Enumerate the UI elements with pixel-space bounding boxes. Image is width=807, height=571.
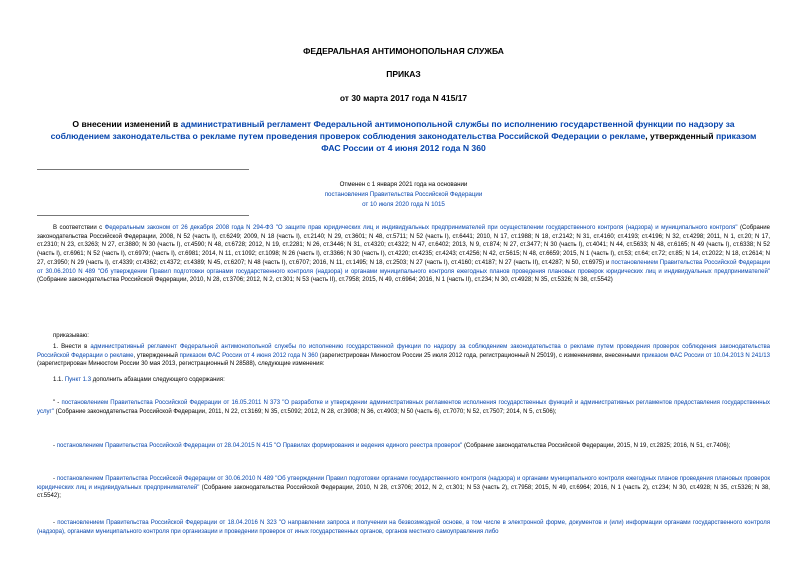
clause-1-3-link[interactable]: Пункт 1.3: [64, 377, 92, 383]
order-360-link[interactable]: приказом ФАС России от 4 июня 2012 года N 360: [179, 352, 319, 359]
federal-law-294-link[interactable]: Федеральным законом от 26 декабря 2008 года N 294-ФЗ "О защите прав юридических лиц и индивидуальных предпринимателей при осуществлении государственного контроля (надзора) и муниципального контроля": [104, 225, 738, 231]
paragraph-decree-323: [37, 519, 770, 536]
p3-text-c: (зарегистрирован Минюстом России 25 июля 2012 года, регистрационный N 25019), с изменениями, внесенными: [318, 352, 642, 359]
order-heading: ПРИКАЗ: [386, 69, 421, 79]
title-mid: , утвержденный: [645, 131, 716, 141]
decree-415-link[interactable]: постановлением Правительства Российской Федерации от 28.04.2015 N 415 "О Правилах формирования и ведения единого реестра проверок": [56, 443, 463, 449]
paragraph-order-word: приказываю:: [53, 333, 89, 339]
cancellation-decree-link[interactable]: постановления Правительства Российской Федерации: [324, 191, 483, 198]
decree-373-link[interactable]: постановлением Правительства Российской Федерации от 16.05.2011 N 373 "О разработке и утверждении административных регламентов исполнения государственных функций и административных регламентов предоставления государственных услуг": [37, 400, 770, 415]
p5-text-a: " -: [53, 400, 62, 406]
divider-top: [37, 169, 249, 170]
p1-text-c: (Собрание законодательства Российской Федерации, 2010, N 28, ст.3706; 2012, N 2, ст.301; N 53 (часть II), ст.7958; 2015, N 49, ст.6964; 2016, N 1 (часть II), ст.234; N 30, ст.4928; N 35, ст.5326; N 38, ст.5542): [37, 277, 613, 284]
p8-text-a: -: [53, 520, 58, 526]
decree-489-second-link[interactable]: постановлением Правительства Российской Федерации от 30.06.2010 N 489 "Об утверждении Правил подготовки органами государственного контроля (надзора) и органами муниципального контроля ежегодных планов проведения плановых проверок юридических лиц и индивидуальных предпринимателей": [37, 476, 770, 491]
title-regulation-link[interactable]: административный регламент Федеральной антимонопольной службы по исполнению государственной функции по надзору за соблюдением законодательства о рекламе путем проведения проверок соблюдения законодательства Российской Федерации о рекламе: [50, 119, 735, 141]
cancellation-date-link[interactable]: от 10 июля 2020 года N 1015: [362, 201, 445, 208]
p1-text-b: (Собрание законодательства Российской Федерации, 2008, N 52 (часть I), ст.6249; 2009, N 18 (часть I), ст.2140; N 29, ст.3601; N 48, ст.5711; N 52 (часть I), ст.6441; 2010, N 17, ст.1988; N 18, ст.2142; N 31, ст.4160; ст.4193; ст.4196; N 32, ст.4298; 2011, N 1, ст.20; N 17, ст.2310; N 23, ст.3263; N 27, ст.3880; N 30 (часть I), ст.4590; N 48, ст.6728; 2012, N 19, ст.2281; N 26, ст.3446; N 31, ст.4320; ст.4322; N 47, ст.6402; 2013, N 9, ст.874; N 27, ст.3477; N 30 (часть I), ст.4041; N 44, ст.5633; N 48, ст.6165; N 49 (часть I), ст.6338; N 52 (часть I), ст.6961; N 52 (часть I), ст.6979; (часть I), ст.6981; 2014, N 11, ст.1092; ст.1098; N 26 (часть I), ст.3366; N 30 (часть I), ст.4220; ст.4235; ст.4243; ст.4256; N 42, ст.5615; N 48, ст.6659; 2015, N 1 (часть I), ст.53; ст.64; ст.72; ст.85; N 14, ст.2022; N 18, ст.2614; N 27, ст.3950; N 29 (часть I), ст.4339; ст.4362; ст.4372; ст.4389; N 45, ст.6207; N 48 (часть I), ст.6707; 2016, N 11, ст.1495; N 18, ст.2503; N 27 (часть I), ст.4160; ст.4187; N 27 (часть II), ст.4287; N 50, ст.6975) и: [37, 225, 770, 266]
divider-bottom: [37, 215, 249, 216]
p7-text-a: -: [53, 476, 57, 482]
p3-text-a: 1. Внести в: [53, 344, 91, 350]
decree-323-link[interactable]: постановлением Правительства Российской Федерации от 18.04.2016 N 323 "О направлении запроса и получении на безвозмездной основе, в том числе в электронной форме, документов и (или) информации органами государственного контроля (надзора), органами муниципального контроля при организации и проведении проверок от иных государственных органов, органов местного самоуправления либо: [37, 520, 770, 535]
p4-text-b: дополнить абзацами следующего содержания:: [91, 377, 225, 383]
order-date: от 30 марта 2017 года N 415/17: [339, 93, 468, 103]
p6-text-b: (Собрание законодательства Российской Федерации, 2015, N 19, ст.2825; 2016, N 51, ст.7406);: [462, 443, 731, 449]
cancellation-line-1: Отменен с 1 января 2021 года на основании: [339, 181, 468, 188]
p4-text-a: 1.1.: [53, 377, 65, 383]
p1-text-a: В соответствии с: [53, 225, 105, 231]
cancellation-note: [300, 180, 507, 210]
p5-text-b: (Собрание законодательства Российской Федерации, 2011, N 22, ст.3169; N 35, ст.5092; 2012, N 28, ст.3908; N 36, ст.4903; N 50 (часть 6), ст.7070; N 52, ст.7507; 2014, N 5, ст.506);: [53, 408, 557, 415]
paragraph-decree-373: [37, 399, 770, 416]
title-prefix: О внесении изменений в: [72, 119, 181, 129]
paragraph-item-1: [37, 343, 770, 369]
p6-text-a: -: [53, 443, 57, 449]
title-order-link[interactable]: приказом ФАС России от 4 июня 2012 года N 360: [321, 131, 757, 153]
paragraph-decree-415: [37, 442, 770, 451]
paragraph-item-1-1: [37, 376, 770, 385]
p7-text-b: (Собрание законодательства Российской Федерации, 2010, N 28, ст.3706; 2012, N 2, ст.301; N 53 (часть 2), ст.7958; 2015, N 49, ст.6964; 2016, N 1 (часть 2), ст.234; N 30, ст.4928; N 35, ст.5326; N 38, ст.5542);: [37, 484, 770, 500]
p3-text-d: (зарегистрирован Минюстом России 30 мая 2013, регистрационный N 28588), следующие изменения:: [37, 361, 325, 368]
regulation-link[interactable]: административный регламент Федеральной антимонопольной службы по исполнению государственной функции по надзору за соблюдением законодательства о рекламе путем проведения проверок соблюдения законодательства Российской Федерации о рекламе: [37, 344, 770, 359]
p3-text-b: , утвержденный: [133, 352, 180, 359]
decree-489-link[interactable]: постановлением Правительства Российской Федерации от 30.06.2010 N 489 "Об утверждении Правил подготовки органами государственного контроля (надзора) и органами муниципального контроля ежегодных планов проведения плановых проверок юридических лиц и индивидуальных предпринимателей": [37, 259, 771, 275]
paragraph-legal-basis: [37, 224, 770, 285]
order-241-link[interactable]: приказом ФАС России от 10.04.2013 N 241/13: [641, 352, 770, 359]
document-title: [45, 118, 762, 154]
agency-heading: ФЕДЕРАЛЬНАЯ АНТИМОНОПОЛЬНАЯ СЛУЖБА: [303, 46, 504, 56]
paragraph-decree-489: [37, 475, 770, 501]
